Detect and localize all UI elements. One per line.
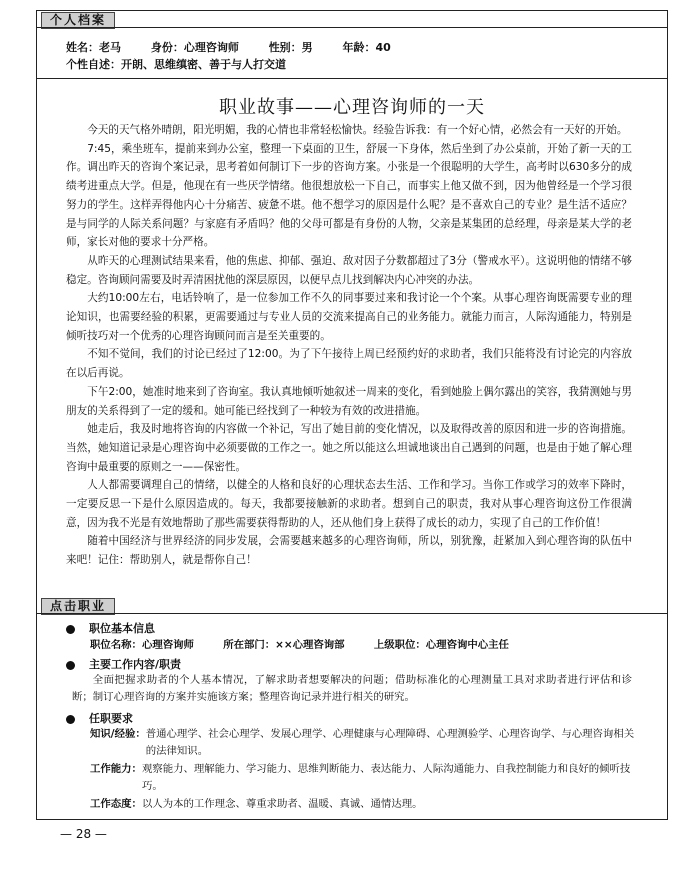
requirement-ability bbox=[90, 761, 636, 795]
bullet-dot-icon bbox=[66, 715, 75, 724]
profile-section-tab: 个人档案 bbox=[41, 12, 115, 29]
story-paragraph: 7:45，乘坐班车，提前来到办公室，整理一下桌面的卫生，舒展一下身体，然后坐到了办公桌前，开始了新一天的工作。调出昨天的咨询个案记录，思考着如何制订下一步的咨询方案。小张是一个很聪明的大学生，高考时以630多分的成绩考进重点大学。但是，他现在有一些厌学情绪。他很想放松一下自己，而事实上他又做不到，因为他曾经是一个学习很努力的学生。这样弄得他内心十分痛苦、疲惫不堪。他不想学习的原因是什么呢？是不喜欢自己的专业？是生活不适应？是与同学的人际关系问题？与家庭有矛盾吗？他的父母可都是有身份的人物，父亲是某集团的总经理，母亲是某大学的老师，家长对他的要求十分严格。 bbox=[66, 142, 632, 249]
requirement-attitude bbox=[90, 796, 636, 813]
story-paragraph: 下午2:00，她准时地来到了咨询室。我认真地倾听她叙述一周来的变化，看到她脸上偶尔露出的笑容，我猜测她与男朋友的关系得到了一定的缓和。她可能已经找到了一种较为有效的改进措施。 bbox=[66, 385, 632, 417]
ability-label: 工作能力： bbox=[90, 763, 142, 775]
bullet-dot-icon bbox=[66, 661, 75, 670]
profile-position: 身份：心理咨询师 bbox=[150, 41, 239, 54]
job-name: 职位名称：心理咨询师 bbox=[90, 639, 194, 651]
job-superior: 上级职位：心理咨询中心主任 bbox=[373, 639, 509, 651]
job-basic-info bbox=[90, 637, 509, 654]
profile-self-intro: 个性自述：开朗、思维缜密、善于与人打交道 bbox=[66, 58, 286, 71]
duties-heading: 主要工作内容/职责 bbox=[66, 656, 181, 672]
profile-name: 姓名：老马 bbox=[66, 41, 121, 54]
duties-text: 全面把握求助者的个人基本情况，了解求助者想要解决的问题；借助标准化的心理测量工具对求助者进行评估和诊断；制订心理咨询的方案并实施该方案；整理咨询记录并进行相关的研究。 bbox=[72, 674, 632, 703]
story-paragraph: 她走后，我及时地将咨询的内容做一个补记，写出了她目前的变化情况，以及取得改善的原因和进一步的咨询措施。当然，她知道记录是心理咨询中必须要做的工作之一。她之所以能这么坦诚地谈出自己遇到的问题，也是由于她了解心理咨询中最重要的原则之一——保密性。 bbox=[66, 423, 632, 473]
attitude-label: 工作态度： bbox=[90, 798, 142, 810]
ability-text: 观察能力、理解能力、学习能力、思维判断能力、表达能力、人际沟通能力、自我控制能力和良好的倾听技巧。 bbox=[141, 763, 631, 792]
job-department: 所在部门：××心理咨询部 bbox=[223, 639, 345, 651]
requirements-heading: 任职要求 bbox=[66, 710, 133, 726]
bullet-dot-icon bbox=[66, 625, 75, 634]
story-paragraph: 人人都需要调理自己的情绪，以健全的人格和良好的心理状态去生活、工作和学习。当你工作或学习的效率下降时，一定要反思一下是什么原因造成的。每天，我都要接触新的求助者。想到自己的职责，我对从事心理咨询这份工作很满意，因为我不光是有效地帮助了那些需要获得帮助的人，还从他们身上获得了成长的动力，实现了自己的工作价值！ bbox=[66, 479, 632, 529]
profile-line bbox=[66, 39, 417, 55]
basic-info-heading: 职位基本信息 bbox=[66, 620, 155, 636]
attitude-text: 以人为本的工作理念、尊重求助者、温暖、真诚、通情达理。 bbox=[141, 798, 423, 810]
knowledge-label: 知识/经验： bbox=[90, 728, 146, 740]
story-paragraph: 今天的天气格外晴朗，阳光明媚，我的心情也非常轻松愉快。经验告诉我：有一个好心情，必然会有一天好的开始。 bbox=[87, 124, 628, 136]
story-title: 职业故事——心理咨询师的一天 bbox=[219, 97, 485, 118]
story-top-rule bbox=[36, 78, 668, 79]
profile-age: 年龄：40 bbox=[342, 41, 391, 54]
profile-gender: 性别：男 bbox=[268, 41, 313, 54]
knowledge-text: 普通心理学、社会心理学、发展心理学、心理健康与心理障碍、心理测验学、心理咨询学、与心理咨询相关的法律知识。 bbox=[145, 728, 635, 757]
job-section-tab: 点击职业 bbox=[41, 598, 115, 615]
story-paragraph: 大约10:00左右，电话铃响了，是一位参加工作不久的同事要过来和我讨论一个个案。从事心理咨询既需要专业的理论知识，也需要经验的积累，更需要通过与专业人员的交流来提高自己的业务能力。就能力而言，人际沟通能力，特别是倾听技巧对一个优秀的心理咨询顾问而言是至关重要的。 bbox=[66, 292, 632, 342]
story-paragraph: 从昨天的心理测试结果来看，他的焦虑、抑郁、强迫、敌对因子分数都超过了3分（警戒水平）。这说明他的情绪不够稳定。咨询顾问需要及时弄清困扰他的深层原因，以便早点儿找到解决内心冲突的办法。 bbox=[66, 254, 632, 286]
story-paragraph: 不知不觉间，我们的讨论已经过了12:00。为了下午接待上周已经预约好的求助者，我们只能将没有讨论完的内容放在以后再说。 bbox=[66, 348, 632, 380]
profile-section-rule bbox=[36, 27, 668, 28]
story-body bbox=[66, 121, 632, 570]
page-number: — 28 — bbox=[60, 827, 107, 841]
story-paragraph: 随着中国经济与世界经济的同步发展，会需要越来越多的心理咨询师，所以，别犹豫，赶紧加入到心理咨询的队伍中来吧！记住：帮助别人，就是帮你自己！ bbox=[66, 535, 632, 567]
job-section-rule bbox=[36, 613, 668, 614]
requirement-knowledge bbox=[90, 726, 636, 760]
